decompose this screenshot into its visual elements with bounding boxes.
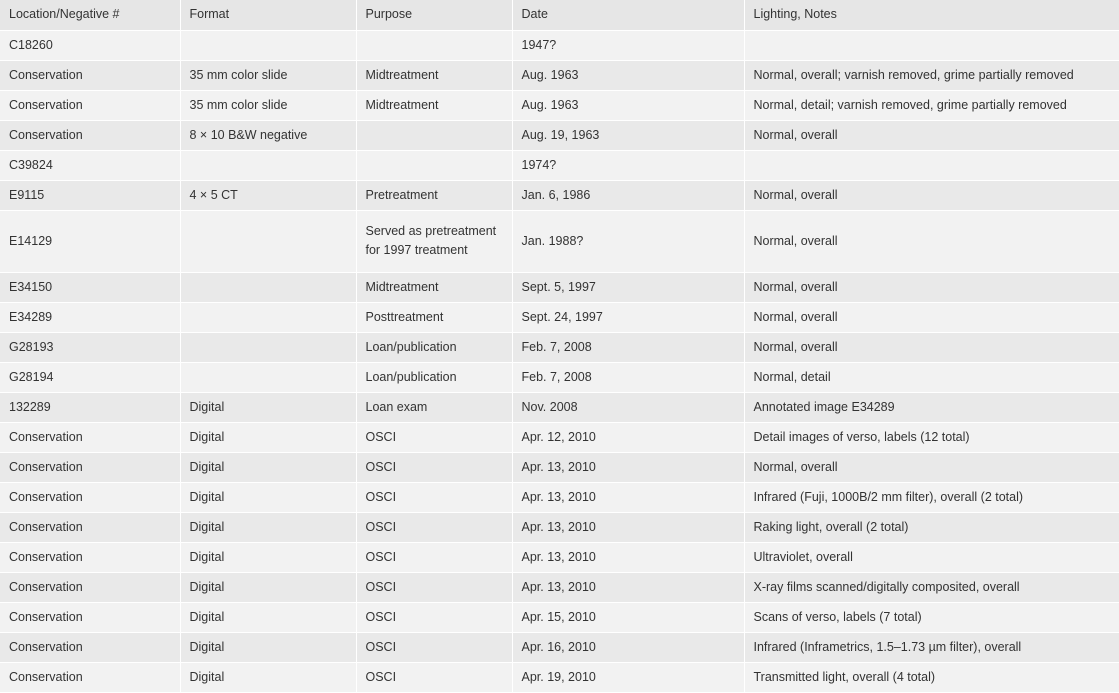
cell-lighting-notes: Normal, overall [744,332,1119,362]
cell-location: G28193 [0,332,180,362]
cell-lighting-notes: Infrared (Fuji, 1000B/2 mm filter), overall (2 total) [744,482,1119,512]
table-row [0,150,1119,180]
cell-lighting-notes: X-ray films scanned/digitally composited, overall [744,572,1119,602]
cell-format: 35 mm color slide [180,60,356,90]
table-row [0,632,1119,662]
cell-location: Conservation [0,422,180,452]
cell-date: Aug. 1963 [512,60,744,90]
table-row [0,272,1119,302]
cell-purpose: Midtreatment [356,60,512,90]
cell-format: Digital [180,572,356,602]
cell-date: Apr. 13, 2010 [512,542,744,572]
header-row [0,0,1119,30]
table-row [0,602,1119,632]
table-header [0,0,1119,30]
cell-lighting-notes: Normal, detail; varnish removed, grime partially removed [744,90,1119,120]
cell-location: E34289 [0,302,180,332]
cell-date: Sept. 5, 1997 [512,272,744,302]
cell-lighting-notes [744,30,1119,60]
table-row [0,452,1119,482]
table-row [0,512,1119,542]
cell-lighting-notes: Scans of verso, labels (7 total) [744,602,1119,632]
cell-lighting-notes: Transmitted light, overall (4 total) [744,662,1119,692]
cell-purpose: Posttreatment [356,302,512,332]
table-row [0,392,1119,422]
table-row [0,572,1119,602]
table-row [0,60,1119,90]
cell-format: Digital [180,602,356,632]
cell-location: Conservation [0,542,180,572]
cell-location: Conservation [0,482,180,512]
table-row [0,482,1119,512]
cell-date: Apr. 16, 2010 [512,632,744,662]
column-header-location: Location/Negative # [0,0,180,30]
table-body [0,30,1119,692]
cell-purpose: OSCI [356,662,512,692]
cell-purpose: Loan/publication [356,362,512,392]
table-row [0,210,1119,272]
cell-lighting-notes: Normal, overall [744,302,1119,332]
cell-purpose [356,120,512,150]
cell-date: Aug. 19, 1963 [512,120,744,150]
cell-lighting-notes: Infrared (Inframetrics, 1.5–1.73 µm filter), overall [744,632,1119,662]
cell-lighting-notes: Detail images of verso, labels (12 total) [744,422,1119,452]
cell-lighting-notes [744,150,1119,180]
cell-format: Digital [180,392,356,422]
cell-location: Conservation [0,632,180,662]
cell-lighting-notes: Raking light, overall (2 total) [744,512,1119,542]
cell-purpose: Midtreatment [356,272,512,302]
table-row [0,332,1119,362]
cell-location: Conservation [0,572,180,602]
column-header-lighting-notes: Lighting, Notes [744,0,1119,30]
cell-purpose: OSCI [356,602,512,632]
cell-location: G28194 [0,362,180,392]
table-row [0,302,1119,332]
cell-date: Apr. 12, 2010 [512,422,744,452]
cell-format: Digital [180,542,356,572]
cell-location: Conservation [0,512,180,542]
cell-format [180,272,356,302]
cell-lighting-notes: Normal, overall [744,452,1119,482]
cell-format [180,150,356,180]
cell-format: 8 × 10 B&W negative [180,120,356,150]
cell-date: Feb. 7, 2008 [512,362,744,392]
cell-date: Nov. 2008 [512,392,744,422]
cell-lighting-notes: Normal, detail [744,362,1119,392]
cell-purpose: Loan/publication [356,332,512,362]
table-row [0,662,1119,692]
table-row [0,422,1119,452]
cell-format: 4 × 5 CT [180,180,356,210]
cell-format [180,302,356,332]
cell-format: Digital [180,662,356,692]
column-header-date: Date [512,0,744,30]
cell-lighting-notes: Normal, overall [744,120,1119,150]
cell-format: Digital [180,452,356,482]
cell-location: Conservation [0,60,180,90]
cell-purpose: OSCI [356,422,512,452]
table-row [0,362,1119,392]
cell-lighting-notes: Normal, overall [744,272,1119,302]
cell-purpose: Loan exam [356,392,512,422]
cell-format: Digital [180,482,356,512]
cell-location: C39824 [0,150,180,180]
cell-date: 1947? [512,30,744,60]
cell-location: E14129 [0,210,180,272]
cell-purpose: OSCI [356,512,512,542]
cell-format [180,30,356,60]
cell-date: 1974? [512,150,744,180]
cell-date: Apr. 13, 2010 [512,572,744,602]
cell-purpose: Served as pretreatment for 1997 treatment [356,210,512,272]
cell-purpose: OSCI [356,542,512,572]
cell-location: Conservation [0,90,180,120]
cell-date: Apr. 13, 2010 [512,452,744,482]
cell-date: Aug. 1963 [512,90,744,120]
cell-format [180,362,356,392]
cell-format: Digital [180,422,356,452]
table-row [0,542,1119,572]
cell-location: 132289 [0,392,180,422]
column-header-format: Format [180,0,356,30]
cell-format [180,332,356,362]
cell-date: Apr. 13, 2010 [512,512,744,542]
cell-lighting-notes: Normal, overall [744,210,1119,272]
cell-date: Jan. 6, 1986 [512,180,744,210]
table-row [0,180,1119,210]
column-header-purpose: Purpose [356,0,512,30]
cell-lighting-notes: Normal, overall; varnish removed, grime partially removed [744,60,1119,90]
cell-lighting-notes: Ultraviolet, overall [744,542,1119,572]
cell-location: Conservation [0,602,180,632]
cell-purpose: OSCI [356,572,512,602]
cell-purpose: Midtreatment [356,90,512,120]
cell-date: Apr. 15, 2010 [512,602,744,632]
table-row [0,30,1119,60]
cell-purpose: OSCI [356,452,512,482]
table-row [0,120,1119,150]
table-row [0,90,1119,120]
cell-date: Sept. 24, 1997 [512,302,744,332]
cell-date: Apr. 13, 2010 [512,482,744,512]
cell-location: E34150 [0,272,180,302]
cell-location: Conservation [0,662,180,692]
cell-location: C18260 [0,30,180,60]
cell-format: Digital [180,632,356,662]
cell-format: 35 mm color slide [180,90,356,120]
cell-date: Apr. 19, 2010 [512,662,744,692]
cell-purpose [356,150,512,180]
cell-location: Conservation [0,452,180,482]
cell-format: Digital [180,512,356,542]
cell-location: Conservation [0,120,180,150]
cell-location: E9115 [0,180,180,210]
cell-lighting-notes: Normal, overall [744,180,1119,210]
cell-purpose [356,30,512,60]
cell-lighting-notes: Annotated image E34289 [744,392,1119,422]
cell-purpose: Pretreatment [356,180,512,210]
cell-date: Feb. 7, 2008 [512,332,744,362]
cell-date: Jan. 1988? [512,210,744,272]
cell-format [180,210,356,272]
cell-purpose: OSCI [356,482,512,512]
cell-purpose: OSCI [356,632,512,662]
